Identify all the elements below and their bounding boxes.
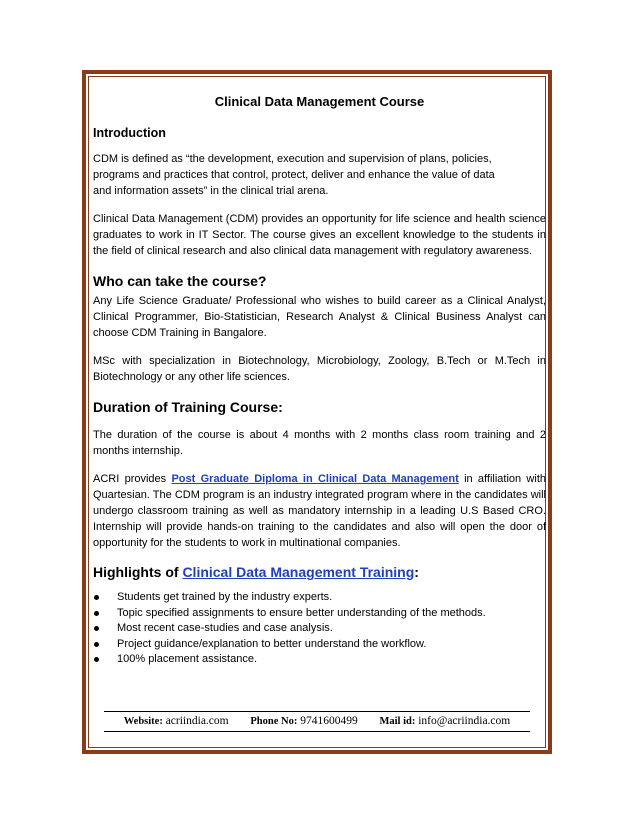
introduction-heading: Introduction [93, 126, 166, 140]
footer-rule-bottom [104, 731, 530, 732]
mail-value[interactable]: info@acriindia.com [418, 715, 511, 727]
who-heading: Who can take the course? [93, 273, 267, 289]
duration-heading: Duration of Training Course: [93, 399, 283, 415]
introduction-paragraph-1 [93, 151, 546, 199]
website-label: Website: [123, 716, 163, 727]
mail-label: Mail id: [379, 716, 416, 727]
highlights-heading-suffix: : [414, 564, 419, 580]
phone-value: 9741600499 [300, 715, 358, 727]
duration-paragraph-2 [93, 471, 546, 551]
intro-p1-line1: CDM is defined as “the development, execution and supervision of plans, policies, [93, 153, 492, 165]
phone-label: Phone No: [250, 716, 298, 727]
duration-p2-after: in affiliation with Quartesian. The CDM program is an industry integrated program where in the candidates will undergo classroom training as well as mandatory internship in a leading U.S Based CRO. Internship will provide hands-on training to the candidates and also will open the door of opportunity for the students to work in multinational companies. [93, 473, 546, 549]
footer [104, 715, 530, 727]
list-item: Students get trained by the industry experts. [93, 590, 546, 606]
document-body [93, 94, 546, 668]
list-item: Project guidance/explanation to better understand the workflow. [93, 637, 546, 653]
who-paragraph-1: Any Life Science Graduate/ Professional who wishes to build career as a Clinical Analyst, Clinical Programmer, Bio-Statistician, Research Analyst & Clinical Business Analyst can choose CDM Training in Bangalore. [93, 295, 546, 339]
website-value[interactable]: acriindia.com [165, 715, 229, 727]
list-item: Most recent case-studies and case analysis. [93, 621, 546, 637]
list-item: Topic specified assignments to ensure better understanding of the methods. [93, 606, 546, 622]
intro-p1-line2: programs and practices that control, protect, deliver and enhance the value of data [93, 169, 495, 181]
footer-rule-top [104, 711, 530, 712]
introduction-paragraph-2: Clinical Data Management (CDM) provides an opportunity for life science and health science graduates to work in IT Sector. The course gives an excellent knowledge to the students in the field of clinical research and also clinical data management with regulatory awareness. [93, 213, 546, 257]
pgdcdm-link[interactable]: Post Graduate Diploma in Clinical Data Management [171, 473, 459, 485]
duration-p2-before: ACRI provides [93, 473, 172, 485]
duration-paragraph-1: The duration of the course is about 4 months with 2 months class room training and 2 months internship. [93, 429, 546, 457]
who-paragraph-2: MSc with specialization in Biotechnology, Microbiology, Zoology, B.Tech or M.Tech in Biotechnology or any other life sciences. [93, 355, 546, 383]
highlights-heading [93, 564, 546, 580]
intro-p1-line3: and information assets” in the clinical trial arena. [93, 185, 329, 197]
cdm-training-link[interactable]: Clinical Data Management Training [182, 564, 415, 580]
list-item: 100% placement assistance. [93, 652, 546, 668]
highlights-heading-prefix: Highlights of [93, 564, 183, 580]
highlights-list [93, 590, 546, 668]
document-title: Clinical Data Management Course [214, 94, 425, 109]
